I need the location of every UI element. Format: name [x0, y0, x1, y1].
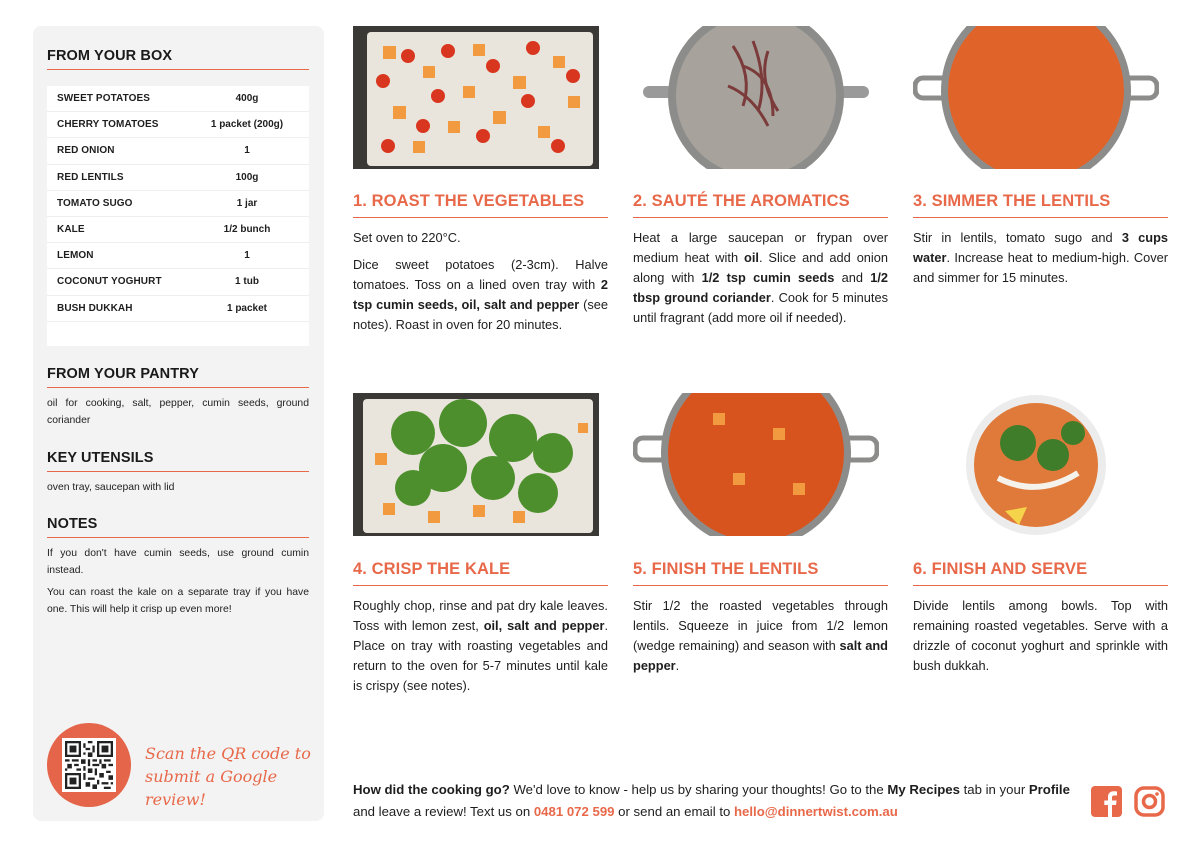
- step-2-paragraph: [633, 228, 888, 328]
- text-run: . Place on tray with roasting vegetables and return to the oven for 5-7 minutes until kale is crispy (see notes).: [353, 618, 608, 693]
- table-row: [47, 243, 309, 269]
- text-run-bold: salt and pepper: [633, 638, 889, 673]
- qr-caption-line: submit a Google review!: [145, 767, 278, 809]
- step-3-title: 3. SIMMER THE LENTILS: [913, 192, 1168, 218]
- step-5-paragraph: [633, 596, 888, 676]
- note-item: You can roast the kale on a separate tray if you have one. This will help it crisp up even more!: [47, 587, 309, 615]
- qr-code-icon: [65, 741, 113, 789]
- step-2-photo: [633, 26, 879, 169]
- text-run-bold: 3 cups water: [913, 230, 1169, 265]
- text-run: tab in your: [959, 782, 1029, 797]
- step-1-paragraph: [353, 255, 608, 335]
- notes-heading: NOTES: [47, 516, 309, 538]
- step-2-text: [633, 228, 888, 335]
- step-6-title: 6. FINISH AND SERVE: [913, 560, 1168, 586]
- step-3-text: [913, 228, 1168, 295]
- step-4-text: [353, 596, 608, 703]
- text-run: Heat a large saucepan or frypan over medium heat with: [633, 230, 888, 265]
- qr-caption: [145, 742, 315, 811]
- ingredients-table: [47, 86, 309, 346]
- text-run: We'd love to know - help us by sharing your thoughts! Go to the: [509, 782, 888, 797]
- ingredient-qty: 1: [244, 145, 250, 157]
- text-run: . Increase heat to medium-high. Cover and simmer for 15 minutes.: [913, 250, 1168, 285]
- footer-question: How did the cooking go?: [353, 782, 510, 797]
- table-row: [47, 191, 309, 217]
- table-row: [47, 86, 309, 112]
- table-row: [47, 296, 309, 322]
- text-run: Roughly chop, rinse and pat dry kale leaves. Toss with lemon zest,: [353, 598, 608, 633]
- step-1-photo: [353, 26, 599, 169]
- text-run: (see notes). Roast in oven for 20 minutes.: [353, 297, 608, 332]
- my-recipes-link[interactable]: My Recipes: [887, 782, 960, 797]
- step-5-photo: [633, 393, 879, 536]
- step-5-title: 5. FINISH THE LENTILS: [633, 560, 888, 586]
- step-1-title: 1. ROAST THE VEGETABLES: [353, 192, 608, 218]
- table-row: [47, 112, 309, 138]
- ingredient-name: BUSH DUKKAH: [57, 302, 133, 314]
- pantry-text: oil for cooking, salt, pepper, cumin seeds, ground coriander: [47, 398, 309, 426]
- step-5-text: [633, 596, 888, 683]
- ingredient-name: RED ONION: [57, 145, 115, 157]
- step-1-paragraph: Set oven to 220°C.: [353, 230, 461, 245]
- notes-text: [47, 546, 309, 624]
- note-item: If you don't have cumin seeds, use ground cumin instead.: [47, 548, 309, 576]
- from-your-pantry-heading: FROM YOUR PANTRY: [47, 366, 309, 388]
- facebook-icon[interactable]: [1091, 786, 1122, 817]
- step-4-photo: [353, 393, 599, 536]
- text-run-bold: oil, salt and pepper: [483, 618, 605, 633]
- text-run-bold: 2 tsp cumin seeds, oil, salt and pepper: [353, 277, 608, 312]
- ingredient-qty: 1 packet (200g): [210, 119, 284, 131]
- step-1-text: [353, 228, 608, 342]
- phone-link[interactable]: 0481 072 599: [533, 803, 615, 819]
- ingredient-name: KALE: [57, 224, 85, 236]
- table-row: [47, 217, 309, 243]
- step-4-paragraph: [353, 596, 608, 696]
- text-run: and leave a review! Text us on: [353, 803, 534, 819]
- qr-code[interactable]: [62, 738, 116, 792]
- ingredient-name: SWEET POTATOES: [57, 93, 151, 105]
- profile-link[interactable]: Profile: [1028, 782, 1070, 797]
- utensils-text: oven tray, saucepan with lid: [47, 482, 175, 493]
- text-run: Stir 1/2 the roasted vegetables through lentils. Squeeze in juice from 1/2 lemon (wedge remaining) and season with: [633, 598, 888, 653]
- ingredient-name: LEMON: [57, 250, 94, 262]
- table-row: [47, 165, 309, 191]
- from-your-box-heading: FROM YOUR BOX: [47, 48, 309, 70]
- text-run: . Slice and add onion along with: [633, 250, 889, 285]
- step-2-title: 2. SAUTÉ THE AROMATICS: [633, 192, 888, 218]
- qr-code-badge[interactable]: [47, 723, 131, 807]
- text-run-bold: 1/2 tbsp ground coriander: [633, 270, 888, 305]
- text-run: . Cook for 5 minutes until fragrant (add more oil if needed).: [633, 290, 888, 325]
- instagram-icon[interactable]: [1134, 786, 1165, 817]
- table-row: [47, 138, 309, 164]
- step-6-photo: [913, 393, 1159, 536]
- ingredient-qty: 1 tub: [235, 276, 259, 288]
- ingredient-qty: 1: [244, 250, 250, 262]
- ingredient-qty: 1 packet: [226, 302, 268, 314]
- text-run-bold: 1/2 tsp cumin seeds: [701, 270, 835, 285]
- text-run: .: [675, 658, 680, 673]
- ingredient-qty: 100g: [235, 171, 259, 183]
- ingredient-name: COCONUT YOGHURT: [57, 276, 162, 288]
- text-run: Stir in lentils, tomato sugo and: [913, 230, 1122, 245]
- step-6-paragraph: Divide lentils among bowls. Top with remaining roasted vegetables. Serve with a drizzle of coconut yoghurt and sprinkle with bush dukkah.: [913, 598, 1168, 673]
- ingredient-qty: 1 jar: [236, 197, 258, 209]
- step-6-text: [913, 596, 1168, 683]
- table-row: [47, 269, 309, 295]
- ingredient-name: RED LENTILS: [57, 171, 124, 183]
- email-link[interactable]: hello@dinnertwist.com.au: [734, 803, 898, 819]
- step-3-paragraph: [913, 228, 1168, 288]
- step-3-photo: [913, 26, 1159, 169]
- feedback-footer: [353, 779, 1083, 822]
- text-run: or send an email to: [614, 803, 734, 819]
- text-run-bold: oil: [744, 250, 759, 265]
- step-4-title: 4. CRISP THE KALE: [353, 560, 608, 586]
- text-run: and: [834, 270, 871, 285]
- sidebar: [33, 26, 324, 821]
- key-utensils-heading: KEY UTENSILS: [47, 450, 309, 472]
- ingredient-qty: 400g: [235, 93, 259, 105]
- ingredient-name: TOMATO SUGO: [57, 197, 133, 209]
- ingredient-name: CHERRY TOMATOES: [57, 119, 159, 131]
- ingredient-qty: 1/2 bunch: [223, 224, 271, 236]
- qr-caption-line: Scan the QR code to: [145, 744, 311, 763]
- text-run: Dice sweet potatoes (2-3cm). Halve tomatoes. Toss on a lined oven tray with: [353, 257, 608, 292]
